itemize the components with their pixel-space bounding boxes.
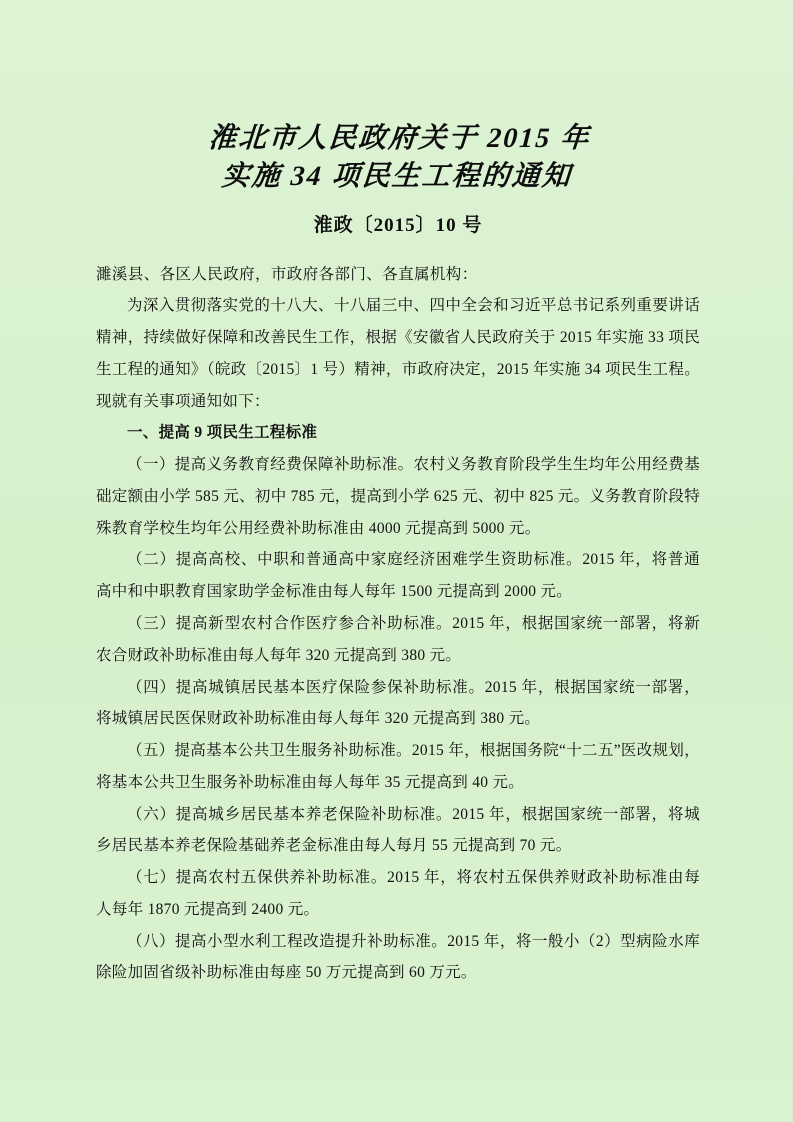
page-title — [93, 120, 702, 196]
document-body — [96, 120, 700, 989]
page-title-line-2: 实施 34 项民生工程的通知 — [220, 160, 573, 192]
paragraph-section-one: 一、提高 9 项民生工程标准 — [127, 424, 318, 442]
document-number: 淮政〔2015〕10 号 — [313, 214, 483, 236]
paragraph-item-1: （一）提高义务教育经费保障补助标准。农村义务教育阶段学生生均年公用经费基础定额由小学 585 元、初中 785 元，提高到小学 625 元、初中 825 元。义务教育阶段特殊教育学校生均年公用经费补助标准由 4000 元提高到 5000 元。 — [96, 456, 701, 537]
paragraph-intro: 为深入贯彻落实党的十八大、十八届三中、四中全会和习近平总书记系列重要讲话精神，持续做好保障和改善民生工作，根据《安徽省人民政府关于 2015 年实施 33 项民生工程的通知》（皖政〔2015〕1 号）精神，市政府决定，2015 年实施 34 项民生工程。现就有关事项通知如下： — [96, 297, 700, 410]
page-title-line-1: 淮北市人民政府关于 2015 年 — [207, 123, 592, 154]
paragraph-item-3: （三）提高新型农村合作医疗参合补助标准。2015 年，根据国家统一部署，将新农合财政补助标准由每人每年 320 元提高到 380 元。 — [96, 615, 700, 664]
paragraph-item-8: （八）提高小型水利工程改造提升补助标准。2015 年，将一般小（2）型病险水库除险加固省级补助标准由每座 50 万元提高到 60 万元。 — [96, 932, 700, 982]
paragraph-item-4: （四）提高城镇居民基本医疗保险参保补助标准。2015 年，根据国家统一部署，将城镇居民医保财政补助标准由每人每年 320 元提高到 380 元。 — [96, 678, 700, 728]
paragraph-item-2: （二）提高高校、中职和普通高中家庭经济困难学生资助标准。2015 年，将普通高中和中职教育国家助学金标准由每人每年 1500 元提高到 2000 元。 — [96, 551, 700, 601]
paragraph-item-5: （五）提高基本公共卫生服务补助标准。2015 年，根据国务院“十二五”医改规划，将基本公共卫生服务补助标准由每人每年 35 元提高到 40 元。 — [96, 742, 700, 791]
addressee-line: 濉溪县、各区人民政府，市政府各部门、各直属机构： — [96, 265, 478, 283]
paragraph-item-7: （七）提高农村五保供养补助标准。2015 年，将农村五保供养财政补助标准由每人每年 1870 元提高到 2400 元。 — [96, 869, 700, 918]
paragraph-item-6: （六）提高城乡居民基本养老保险补助标准。2015 年，根据国家统一部署，将城乡居民基本养老保险基础养老金标准由每人每月 55 元提高到 70 元。 — [96, 805, 700, 855]
